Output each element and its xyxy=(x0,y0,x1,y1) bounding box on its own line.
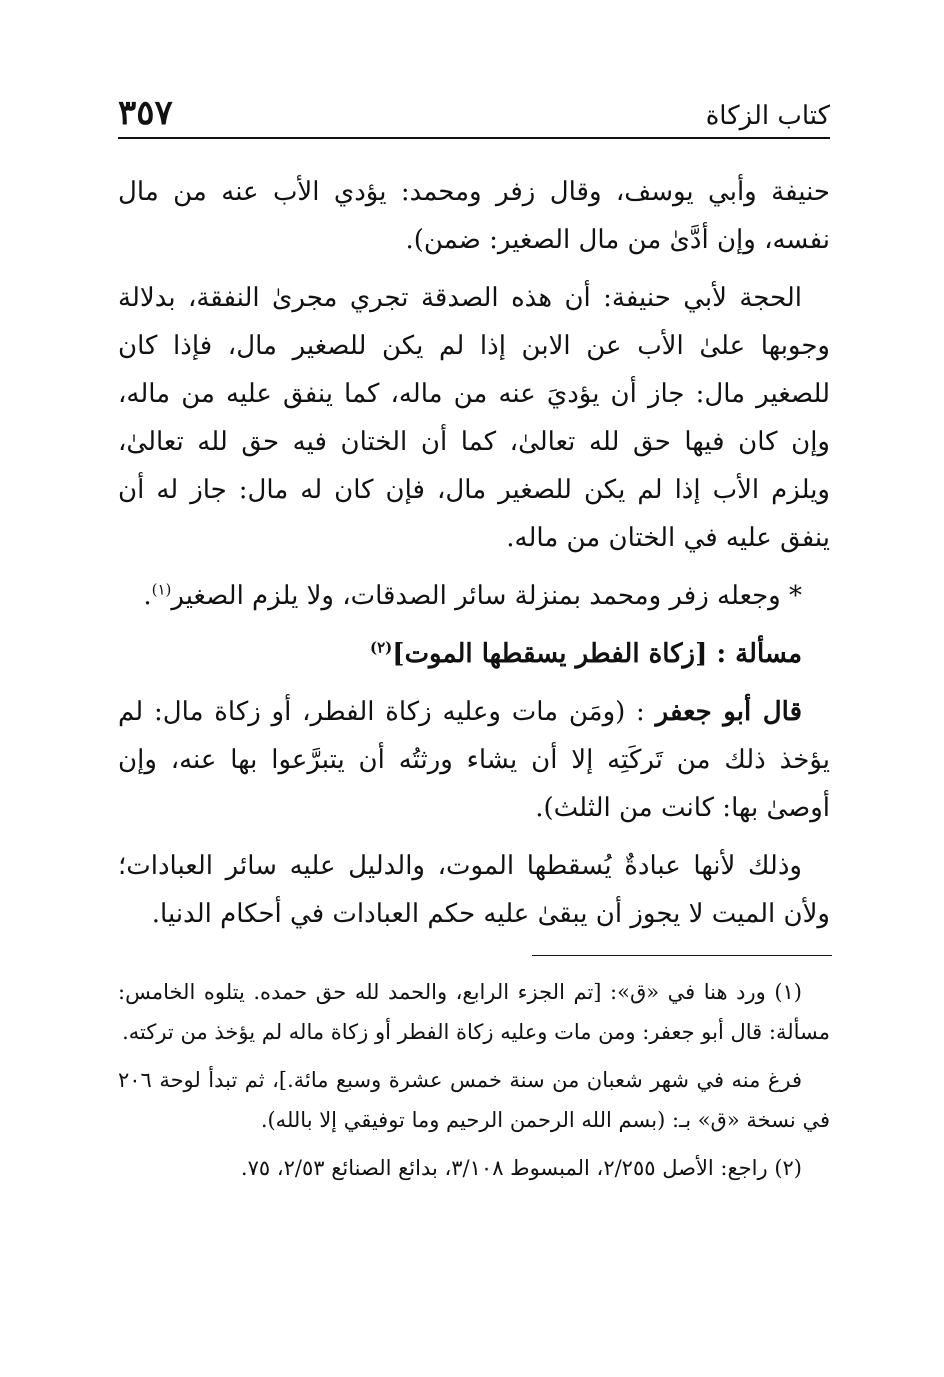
paragraph-4-lead: قال أبو جعفر xyxy=(655,697,802,727)
footnote-rule xyxy=(532,955,832,956)
paragraph-3-end: . xyxy=(143,581,152,611)
section-heading-title: [زكاة الفطر يسقطها الموت] xyxy=(392,639,708,669)
paragraph-4 xyxy=(118,688,830,832)
paragraph-2: الحجة لأبي حنيفة: أن هذه الصدقة تجري مجرىٰ النفقة، بدلالة وجوبها علىٰ الأب عن الابن إذا لم يكن للصغير مال، فإذا كان للصغير مال: جاز أن يؤديَ عنه من ماله، كما ينفق عليه من ماله، وإن كان فيها حق لله تعالىٰ، كما أن الختان فيه حق لله تعالىٰ، ويلزم الأب إذا لم يكن للصغير مال، فإن كان له مال: جاز له أن ينفق عليه في الختان من ماله. xyxy=(118,283,830,553)
paragraph-5: وذلك لأنها عبادةٌ يُسقطها الموت، والدليل عليه سائر العبادات؛ ولأن الميت لا يجوز أن يبقىٰ عليه حكم العبادات في أحكام الدنيا. xyxy=(118,851,830,929)
page-number: ٣٥٧ xyxy=(118,93,173,133)
section-heading xyxy=(118,630,830,678)
paragraph-3-text: * وجعله زفر ومحمد بمنزلة سائر الصدقات، ولا يلزم الصغير xyxy=(171,581,802,611)
page-header xyxy=(118,90,830,136)
footnote-1: (١) ورد هنا في «ق»: [تم الجزء الرابع، والحمد لله حق حمده. يتلوه الخامس: مسألة: قال أبو جعفر: ومن مات وعليه زكاة الفطر أو زكاة ماله لم يؤخذ من تركته. xyxy=(118,980,830,1044)
footnote-ref-1: (١) xyxy=(151,580,172,599)
footnote-1-continued: فرغ منه في شهر شعبان من سنة خمس عشرة وسبع مائة.]، ثم تبدأ لوحة ٢٠٦ في نسخة «ق» بـ: (بسم الله الرحمن الرحيم وما توفيقي إلا بالله). xyxy=(118,1068,830,1132)
section-heading-prefix: مسألة : xyxy=(707,639,802,669)
footnotes xyxy=(118,972,830,1196)
footnote-2: (٢) راجع: الأصل ٢/٢٥٥، المبسوط ٣/١٠٨، بدائع الصنائع ٢/٥٣، ٧٥. xyxy=(240,1156,802,1180)
paragraph-1: حنيفة وأبي يوسف، وقال زفر ومحمد: يؤدي الأب عنه من مال نفسه، وإن أدَّىٰ من مال الصغير: ضمن). xyxy=(118,177,830,255)
footnote-ref-2: (٢) xyxy=(369,638,393,657)
main-text xyxy=(118,168,830,948)
paragraph-3 xyxy=(118,572,830,620)
paragraph-4-text: : (ومَن مات وعليه زكاة الفطر، أو زكاة مال: لم يؤخذ ذلك من تَركَتِه إلا أن يشاء ورثتُه أن يتبرَّعوا بها عنه، وإن أوصىٰ بها: كانت من الثلث). xyxy=(118,697,830,823)
running-title: كتاب الزكاة xyxy=(705,101,830,131)
header-rule xyxy=(118,137,830,139)
